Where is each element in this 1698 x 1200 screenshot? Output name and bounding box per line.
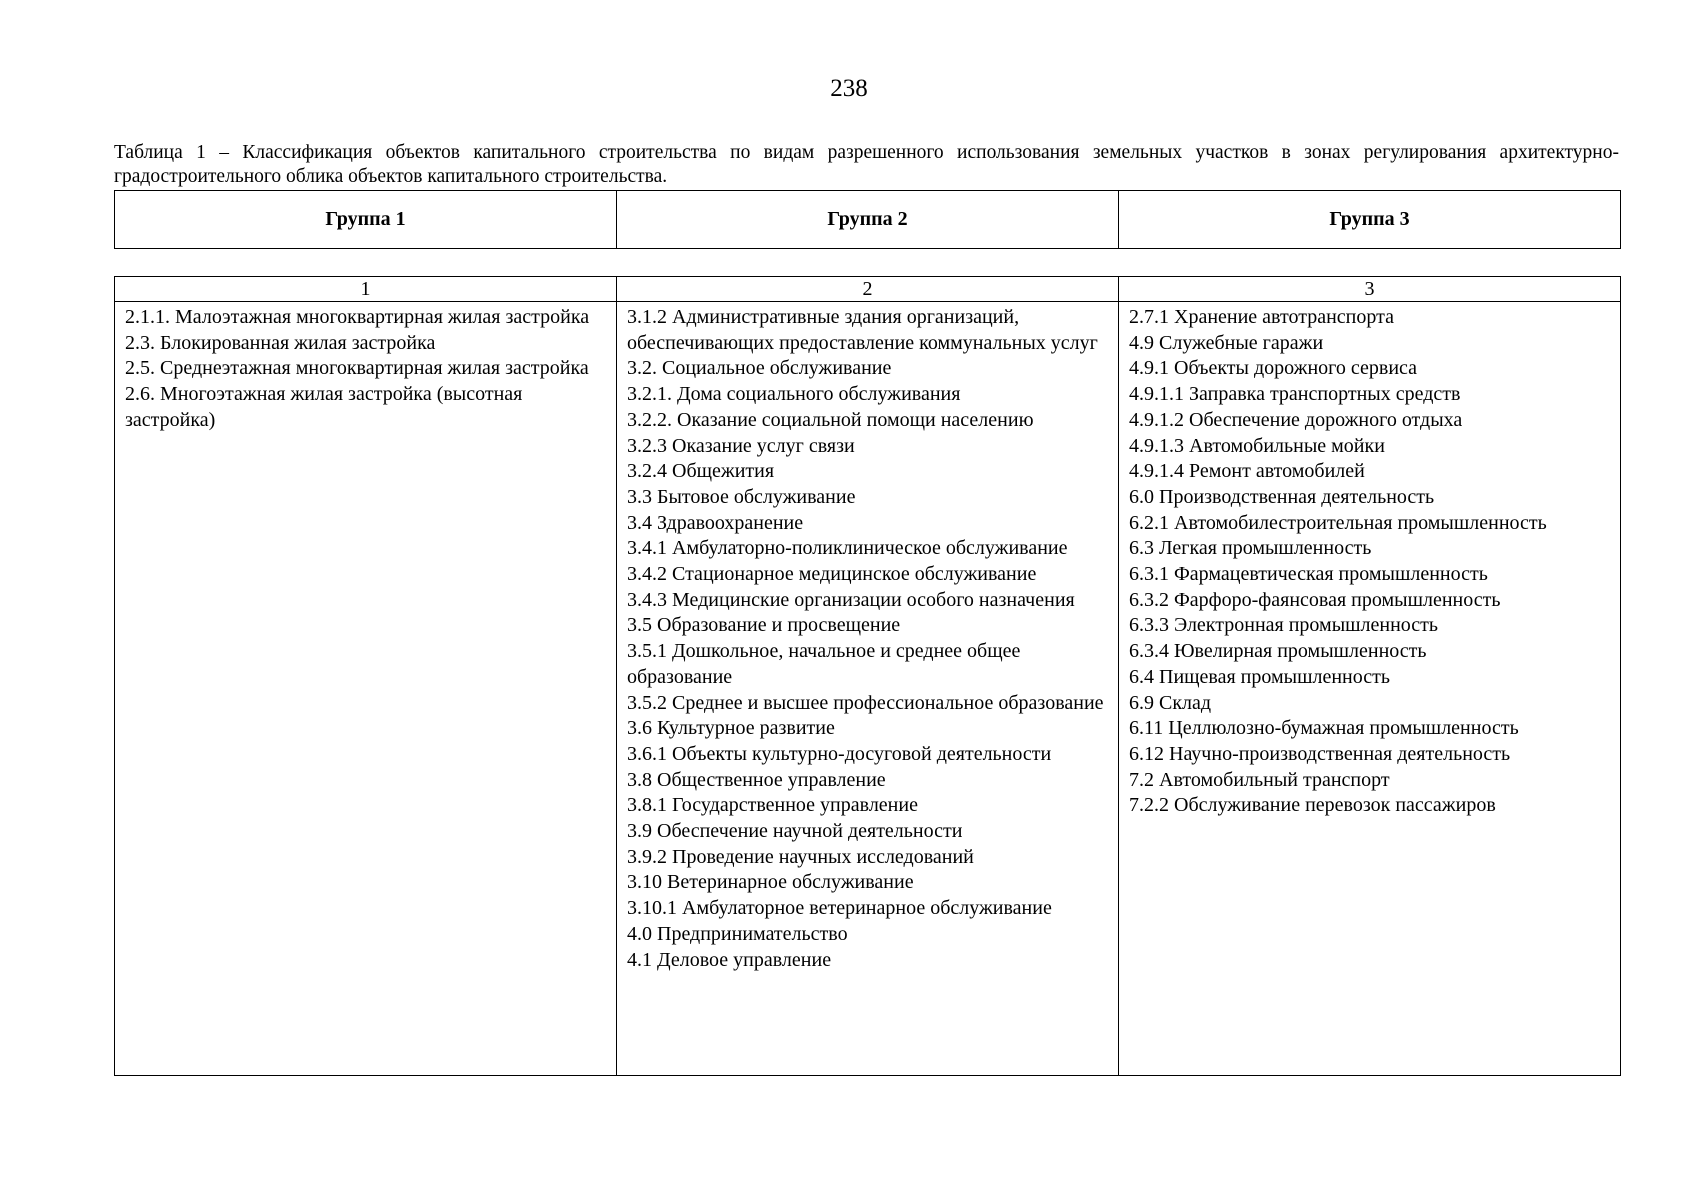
classification-item: 2.1.1. Малоэтажная многоквартирная жилая застройка	[125, 306, 590, 328]
classification-item: 4.0 Предпринимательство	[627, 922, 848, 945]
classification-item: 3.10 Ветеринарное обслуживание	[627, 871, 914, 894]
classification-item: 6.3 Легкая промышленность	[1129, 537, 1372, 560]
group-1-items	[115, 302, 617, 1076]
classification-item: 3.5.1 Дошкольное, начальное и среднее общее образование	[627, 640, 1021, 688]
table-caption: Таблица 1 – Классификация объектов капитального строительства по видам разрешенного использования земельных участков в зонах регулирования архитектурно-градостроительного облика объектов капитального строительства.	[114, 142, 1619, 187]
group-1-header: Группа 1	[115, 191, 617, 249]
column-number-2: 2	[617, 277, 1119, 302]
classification-item: 7.2.2 Обслуживание перевозок пассажиров	[1129, 794, 1496, 817]
classification-item: 3.9 Обеспечение научной деятельности	[627, 820, 963, 843]
page-number: 238	[830, 75, 868, 102]
classification-item: 4.9.1.4 Ремонт автомобилей	[1129, 460, 1365, 483]
classification-item: 3.2.3 Оказание услуг связи	[627, 434, 855, 457]
classification-item: 3.5.2 Среднее и высшее профессиональное образование	[627, 691, 1104, 714]
classification-item: 3.4.1 Амбулаторно-поликлиническое обслуживание	[627, 537, 1068, 560]
column-number-1: 1	[115, 277, 617, 302]
classification-item: 3.1.2 Административные здания организаций, обеспечивающих предоставление коммунальных услуг	[627, 306, 1098, 354]
classification-item: 3.8.1 Государственное управление	[627, 794, 918, 817]
classification-table	[114, 276, 1621, 1076]
classification-item: 6.3.4 Ювелирная промышленность	[1129, 640, 1427, 663]
group-3-items	[1119, 302, 1621, 1076]
classification-item: 3.8 Общественное управление	[627, 768, 886, 791]
classification-item: 4.9.1.1 Заправка транспортных средств	[1129, 383, 1461, 406]
classification-item: 3.4.3 Медицинские организации особого назначения	[627, 588, 1075, 611]
classification-item: 3.2.1. Дома социального обслуживания	[627, 383, 961, 406]
classification-item: 3.10.1 Амбулаторное ветеринарное обслуживание	[627, 897, 1052, 920]
group-3-header: Группа 3	[1119, 191, 1621, 249]
classification-item: 7.2 Автомобильный транспорт	[1129, 768, 1390, 791]
classification-item: 6.11 Целлюлозно-бумажная промышленность	[1129, 717, 1519, 740]
classification-item: 3.2.4 Общежития	[627, 460, 775, 483]
classification-item: 3.2.2. Оказание социальной помощи населению	[627, 408, 1034, 431]
group-2-items	[617, 302, 1119, 1076]
classification-item: 3.9.2 Проведение научных исследований	[627, 845, 974, 868]
classification-item: 2.5. Среднеэтажная многоквартирная жилая застройка	[125, 357, 589, 380]
classification-item: 6.3.1 Фармацевтическая промышленность	[1129, 563, 1488, 586]
column-number-3: 3	[1119, 277, 1621, 302]
group-header-table	[114, 190, 1621, 249]
group-header-row	[115, 191, 1621, 249]
classification-item: 3.4.2 Стационарное медицинское обслуживание	[627, 563, 1037, 586]
classification-item: 6.3.3 Электронная промышленность	[1129, 614, 1439, 637]
column-number-row	[115, 277, 1621, 302]
classification-item: 3.4 Здравоохранение	[627, 511, 804, 534]
group-2-header: Группа 2	[617, 191, 1119, 249]
classification-item: 6.12 Научно-производственная деятельность	[1129, 742, 1511, 765]
classification-item: 2.6. Многоэтажная жилая застройка (высотная застройка)	[125, 383, 523, 431]
classification-item: 3.6.1 Объекты культурно-досуговой деятельности	[627, 742, 1052, 765]
classification-item: 6.4 Пищевая промышленность	[1129, 665, 1390, 688]
classification-item: 2.7.1 Хранение автотранспорта	[1129, 306, 1394, 328]
items-row	[115, 302, 1621, 1076]
classification-item: 6.9 Склад	[1129, 691, 1212, 714]
classification-item: 4.1 Деловое управление	[627, 948, 832, 971]
classification-item: 2.3. Блокированная жилая застройка	[125, 331, 436, 354]
classification-item: 4.9.1.2 Обеспечение дорожного отдыха	[1129, 408, 1463, 431]
classification-item: 4.9 Служебные гаражи	[1129, 331, 1324, 354]
classification-item: 3.3 Бытовое обслуживание	[627, 485, 856, 508]
classification-item: 3.2. Социальное обслуживание	[627, 357, 892, 380]
classification-item: 6.2.1 Автомобилестроительная промышленность	[1129, 511, 1547, 534]
classification-item: 4.9.1 Объекты дорожного сервиса	[1129, 357, 1418, 380]
classification-item: 4.9.1.3 Автомобильные мойки	[1129, 434, 1385, 457]
classification-item: 6.0 Производственная деятельность	[1129, 485, 1435, 508]
classification-item: 6.3.2 Фарфоро-фаянсовая промышленность	[1129, 588, 1501, 611]
classification-item: 3.5 Образование и просвещение	[627, 614, 901, 637]
classification-item: 3.6 Культурное развитие	[627, 717, 835, 740]
